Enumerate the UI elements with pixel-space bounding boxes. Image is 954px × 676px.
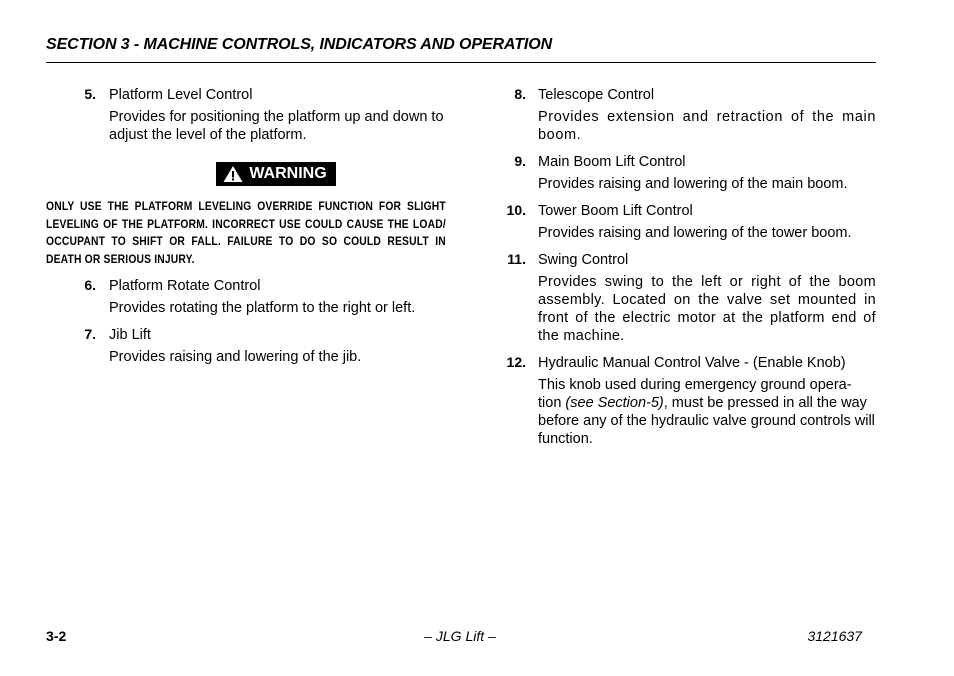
item-number: 9.	[514, 153, 526, 169]
desc-text: This knob used during emergency ground opera- tion	[538, 377, 852, 411]
item-description: Provides for positioning the platform up and down to adjust the level of the platform.	[109, 109, 444, 143]
list-item-8	[500, 86, 876, 144]
item-title: Jib Lift	[109, 327, 151, 343]
warning-text: ONLY USE THE PLATFORM LEVELING OVERRIDE FUNCTION FOR SLIGHT LEVELING OF THE PLATFORM. INCORRECT USE COULD CAUSE THE LOAD/ OCCUPANT TO SHIFT OR FALL. FAILURE TO DO SO COULD RESULT IN DEATH OR SERIOUS INJURY.	[46, 199, 446, 266]
item-title: Tower Boom Lift Control	[538, 203, 693, 219]
page-number: 3-2	[46, 628, 67, 644]
desc-text: , must be pressed in all the way before any of the hydraulic valve ground controls will function.	[538, 395, 875, 447]
right-column	[500, 86, 876, 448]
list-item-5	[46, 86, 446, 144]
warning-text-container	[46, 198, 446, 268]
item-number: 12.	[506, 354, 526, 370]
item-description: Provides extension and retraction of the main boom.	[538, 109, 876, 143]
item-title: Hydraulic Manual Control Valve - (Enable Knob)	[538, 355, 846, 371]
list-item-9	[500, 153, 876, 193]
warning-triangle-icon	[223, 165, 243, 183]
section-reference: (see Section-5)	[565, 395, 664, 411]
item-description: Provides raising and lowering of the jib.	[109, 349, 362, 365]
list-item-6	[46, 277, 446, 317]
item-title: Swing Control	[538, 252, 629, 268]
item-title: Main Boom Lift Control	[538, 154, 686, 170]
item-number: 10.	[506, 202, 526, 218]
footer-brand: – JLG Lift –	[424, 628, 496, 644]
item-number: 6.	[84, 277, 96, 293]
list-item-10	[500, 202, 876, 242]
item-number: 8.	[514, 86, 526, 102]
item-description: Provides rotating the platform to the right or left.	[109, 300, 416, 316]
item-description: Provides swing to the left or right of the boom assembly. Located on the valve set mounted in front of the electric motor at the platform end of the machine.	[538, 274, 876, 344]
header-rule	[46, 62, 876, 63]
item-number: 7.	[84, 326, 96, 342]
item-description	[538, 376, 876, 448]
item-number: 5.	[84, 86, 96, 102]
item-title: Platform Level Control	[109, 87, 253, 103]
warning-label-box	[216, 162, 335, 186]
left-column	[46, 86, 446, 366]
list-item-7	[46, 326, 446, 366]
list-item-11	[500, 251, 876, 345]
item-title: Telescope Control	[538, 87, 655, 103]
item-description: Provides raising and lowering of the main boom.	[538, 176, 848, 192]
item-number: 11.	[507, 251, 526, 267]
warning-banner	[46, 162, 446, 188]
document-number: 3121637	[807, 628, 862, 644]
warning-label: WARNING	[249, 165, 327, 182]
item-title: Platform Rotate Control	[109, 278, 261, 294]
item-description: Provides raising and lowering of the tower boom.	[538, 225, 852, 241]
section-header: SECTION 3 - MACHINE CONTROLS, INDICATORS AND OPERATION	[46, 36, 553, 53]
list-item-12	[500, 354, 876, 448]
